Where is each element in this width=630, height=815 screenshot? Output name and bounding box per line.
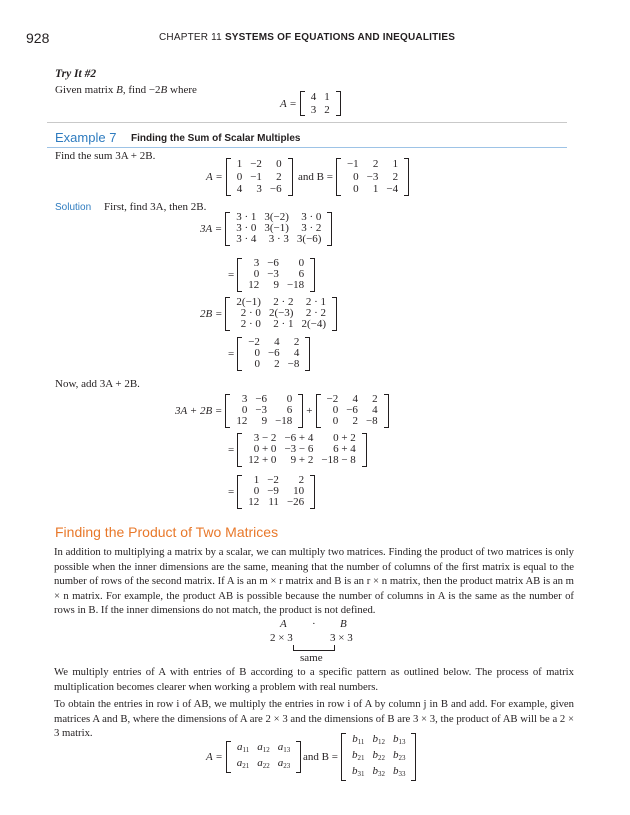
eq-2b: = −2 4 2 0 −6 4 0 2 −8 <box>228 337 310 371</box>
matrix-entry: b31 <box>351 765 365 778</box>
same-bracket <box>293 645 335 651</box>
matrix-entry: 3 − 2 <box>253 432 277 444</box>
right-bracket <box>288 158 293 196</box>
matrix-entry: 4 <box>310 91 317 103</box>
matrix-entry: 6 <box>298 268 305 281</box>
matrix-entry: 2 · 1 <box>305 296 326 308</box>
example-problem: Find the sum 3A + 2B. <box>55 150 156 162</box>
matrix-entry: 1 <box>253 474 260 486</box>
matrix-entry: 2 <box>392 170 399 183</box>
matrix-entry: 3(−2) <box>264 211 289 223</box>
matrix-entry: −2 <box>250 158 262 170</box>
left-bracket <box>226 158 231 196</box>
right-bracket <box>384 394 389 428</box>
matrix-entry: 3 · 1 <box>236 211 257 223</box>
left-bracket <box>237 337 242 371</box>
matrix-entry: 0 + 0 <box>253 443 277 456</box>
matrix-entry: a22 <box>257 757 270 770</box>
matrix-entry: 1 <box>236 158 243 170</box>
matrix-entry: 0 <box>241 404 248 417</box>
matrix-entry: −6 <box>255 393 268 405</box>
matrix-entry: 9 <box>261 415 268 428</box>
matrix-entry: 12 <box>248 279 260 292</box>
matrix-entry: −9 <box>267 485 279 498</box>
matrix-entry: 4 <box>293 347 300 360</box>
matrix-entry: −8 <box>287 358 300 371</box>
matrix-entry: −6 + 4 <box>284 432 314 444</box>
matrix-entry: 3(−1) <box>264 222 289 235</box>
matrix-entry: 3 <box>256 183 262 195</box>
matrix-entry: 3(−6) <box>296 233 322 246</box>
matrix-entry: b23 <box>392 749 406 762</box>
try-it-matrix-eq: A = 4 1 3 2 <box>280 91 341 116</box>
matrix-entry: −1 <box>346 158 359 170</box>
now-add: Now, add 3A + 2B. <box>55 378 140 390</box>
matrix-entry: −1 <box>250 170 262 183</box>
left-bracket <box>237 258 242 292</box>
matrix-entry: 0 + 2 <box>333 432 356 444</box>
matrix-entry: a12 <box>257 741 270 754</box>
product-matrix-b: and B = b11 b12 b13 b21 b22 b23 b31 b32 b33 <box>303 733 416 781</box>
matrix-entry: −8 <box>365 415 378 428</box>
matrix-entry: b13 <box>392 733 406 746</box>
example-divider <box>47 147 567 148</box>
matrix-entry: b22 <box>372 749 385 762</box>
matrix-entry: 1 <box>372 183 379 195</box>
matrix-entry: 2(−4) <box>301 318 326 331</box>
matrix-entry: 2 · 0 <box>240 307 261 320</box>
matrix-entry: 4 <box>236 183 243 195</box>
matrix-entry: −4 <box>386 183 399 195</box>
matrix-entry: 0 <box>253 485 260 498</box>
left-bracket <box>341 733 346 781</box>
matrix-entry: −18 <box>275 415 293 428</box>
matrix-entry: b21 <box>351 749 365 762</box>
matrix-entry: a23 <box>277 757 291 770</box>
matrix-entry: 0 <box>286 393 293 405</box>
matrix-entry: 3 <box>241 393 248 405</box>
solution-intro: First, find 3A, then 2B. <box>104 201 207 213</box>
matrix-entry: 0 <box>276 158 282 170</box>
matrix-entry: −3 <box>267 268 279 281</box>
matrix-entry: 3 · 4 <box>236 233 257 246</box>
left-bracket <box>336 158 341 196</box>
left-bracket <box>300 91 305 116</box>
matrix-entry: 1 <box>324 91 330 103</box>
matrix-entry: 2 · 2 <box>273 296 294 308</box>
matrix-entry: b33 <box>392 765 406 778</box>
section-para-2: We multiply entries of A with entries of B according to a specific pattern as outlined below. The process of matrix multiplication becomes clearer when working a problem with real numbers. <box>54 666 574 693</box>
matrix-entry: −2 <box>326 393 339 405</box>
try-it-matrix <box>300 91 341 116</box>
left-bracket <box>225 394 230 428</box>
matrix-entry: −6 <box>267 257 279 269</box>
matrix-entry: 2 <box>372 393 378 405</box>
matrix-entry: −3 − 6 <box>284 443 314 456</box>
matrix-entry: −6 <box>267 347 280 360</box>
matrix-entry: 0 <box>332 415 339 428</box>
eq-3a-expr: 3A = 3 · 1 3(−2) 3 · 0 3 · 0 3(−1) 3 · 2 3 · 4 3 · 3 3(−6) <box>200 212 332 246</box>
matrix-entry: a11 <box>236 741 250 754</box>
matrix-entry: b11 <box>352 733 365 746</box>
example-title: Finding the Sum of Scalar Multiples <box>131 133 301 144</box>
matrix-entry: 3 · 0 <box>236 222 257 235</box>
matrix-entry: 2 <box>276 170 282 183</box>
matrix-entry: −6 <box>269 183 282 195</box>
example-matrix-b: and B = −1 2 1 0 −3 2 0 1 −4 <box>298 158 409 196</box>
matrix-entry: 11 <box>268 496 279 509</box>
matrix-entry: 9 <box>273 279 279 292</box>
page-number: 928 <box>26 30 50 46</box>
running-header <box>159 32 455 43</box>
eq-sum-matrices: 3A + 2B = 3 −6 0 0 −3 6 12 9 −18 + −2 4 2 0 −6 4 0 2 −8 <box>175 394 389 428</box>
left-bracket <box>237 475 242 509</box>
matrix-entry: 6 + 4 <box>333 443 356 456</box>
matrix-entry: b32 <box>372 765 385 778</box>
eq-sum-result: = 1 −2 2 0 −9 10 12 11 −26 <box>228 475 315 509</box>
matrix-entry: 3 · 2 <box>301 222 322 235</box>
matrix-entry: 0 <box>332 404 339 417</box>
matrix-entry: 0 <box>236 170 243 183</box>
example-label: Example 7 <box>55 130 117 145</box>
left-bracket <box>226 741 231 773</box>
matrix-entry: 0 <box>254 347 260 360</box>
matrix-entry: 3 · 3 <box>268 233 289 246</box>
matrix-entry: 6 <box>286 404 293 417</box>
matrix-entry: a13 <box>277 741 291 754</box>
matrix-entry: −18 − 8 <box>321 454 356 467</box>
matrix-entry: 2 · 2 <box>305 307 326 320</box>
left-bracket <box>225 212 230 246</box>
right-bracket <box>404 158 409 196</box>
example-matrix-a: A = 1 −2 0 0 −1 2 4 3 −6 <box>206 158 293 196</box>
right-bracket <box>327 212 332 246</box>
eq-2b-expr: 2B = 2(−1) 2 · 2 2 · 1 2 · 0 2(−3) 2 · 2 2 · 0 2 · 1 2(−4) <box>200 297 337 331</box>
matrix-entry: −3 <box>255 404 268 417</box>
solution-label: Solution <box>55 202 92 213</box>
matrix-entry: 3 <box>310 103 317 116</box>
matrix-entry: 12 <box>236 415 248 428</box>
matrix-entry: 2 · 1 <box>273 318 294 331</box>
matrix-entry: 9 + 2 <box>290 454 314 467</box>
matrix-entry: 0 <box>254 358 260 371</box>
matrix-entry: 2 <box>324 103 330 116</box>
right-bracket <box>305 337 310 371</box>
matrix-entry: 1 <box>392 158 399 170</box>
matrix-entry: −2 <box>248 336 260 348</box>
matrix-entry: −26 <box>286 496 305 509</box>
divider <box>47 122 567 123</box>
matrix-entry: 0 <box>253 268 260 281</box>
right-bracket <box>336 91 341 116</box>
left-bracket <box>316 394 321 428</box>
matrix-entry: 4 <box>274 336 280 348</box>
matrix-entry: 0 <box>353 170 359 183</box>
matrix-entry: 3 · 0 <box>301 211 322 223</box>
matrix-entry: 2 <box>298 474 305 486</box>
matrix-entry: b12 <box>372 733 385 746</box>
right-bracket <box>411 733 416 781</box>
try-it-title: Try It #2 <box>55 68 97 80</box>
product-matrix-a: A = a11 a12 a13 a21 a22 a23 <box>206 741 301 773</box>
matrix-entry: 2 · 0 <box>240 318 261 331</box>
matrix-entry: 2 <box>372 158 379 170</box>
matrix-entry: 0 <box>298 257 305 269</box>
right-bracket <box>310 258 315 292</box>
matrix-entry: 2 <box>293 336 300 348</box>
section-para-3: To obtain the entries in row i of AB, we multiply the entries in row i of A by column j in B and add. For example, given matrices A and B, where the dimensions of A are 2 × 3 and the dimensions of B are 3 × 3, the product of AB will be a 2 × 3 matrix. <box>54 698 574 740</box>
left-bracket <box>225 297 230 331</box>
matrix-entry: 4 <box>372 404 378 417</box>
matrix-entry: 2 <box>352 415 358 428</box>
chapter-number: CHAPTER 11 <box>159 32 222 43</box>
right-bracket <box>332 297 337 331</box>
eq-sum-expr: = 3 − 2 −6 + 4 0 + 2 0 + 0 −3 − 6 6 + 4 12 + 0 9 + 2 −18 − 8 <box>228 433 367 467</box>
matrix-entry: 2(−1) <box>236 296 261 308</box>
eq-3a: = 3 −6 0 0 −3 6 12 9 −18 <box>228 258 315 292</box>
right-bracket <box>298 394 303 428</box>
matrix-entry: 2 <box>274 358 280 371</box>
right-bracket <box>310 475 315 509</box>
matrix-entry: −3 <box>366 170 379 183</box>
matrix-entry: −6 <box>346 404 358 417</box>
section-para-1: In addition to multiplying a matrix by a scalar, we can multiply two matrices. Finding the product of two matrices is only possible when the inner dimensions are the same, meaning that the number of columns of the first matrix is equal to the number of rows of the second matrix. If A is an m × r matrix and B is an r × n matrix, then the product matrix AB is an m × n matrix. For example, the product AB is possible because the number of columns in A is the same as the number of rows in B. If the inner dimensions do not match, the product is not defined. <box>54 546 574 617</box>
chapter-title: SYSTEMS OF EQUATIONS AND INEQUALITIES <box>224 32 456 43</box>
matrix-entry: 12 + 0 <box>248 454 277 467</box>
matrix-entry: a21 <box>236 757 250 770</box>
matrix-entry: 3 <box>253 257 260 269</box>
matrix-entry: 12 <box>248 496 260 509</box>
try-it-prompt: Given matrix B, find −2B where <box>55 84 197 96</box>
matrix-entry: −18 <box>286 279 305 292</box>
left-bracket <box>237 433 242 467</box>
matrix-entry: 4 <box>352 393 358 405</box>
matrix-entry: 0 <box>353 183 359 195</box>
matrix-entry: 2(−3) <box>268 307 294 320</box>
section-title: Finding the Product of Two Matrices <box>55 524 279 540</box>
matrix-entry: 10 <box>293 485 305 498</box>
right-bracket <box>296 741 301 773</box>
right-bracket <box>362 433 367 467</box>
matrix-entry: −2 <box>267 474 279 486</box>
